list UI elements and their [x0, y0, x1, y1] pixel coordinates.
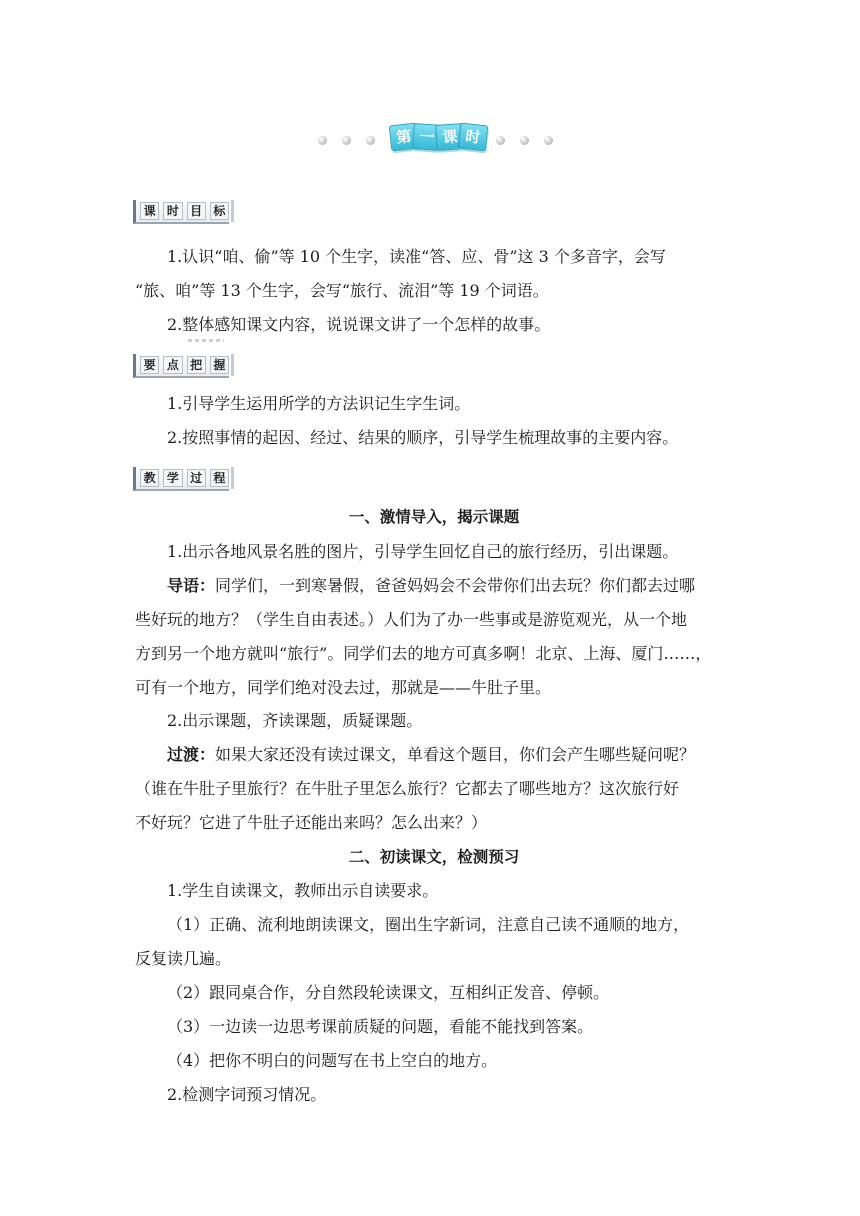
dot-icon: [544, 136, 553, 145]
key-point-2: 2.按照事情的起因、经过、结果的顺序，引导学生梳理故事的主要内容。: [167, 428, 679, 447]
dot-icon: [496, 136, 505, 145]
transition-paragraph-line-3: 不好玩？它进了牛肚子还能出来吗？怎么出来？）: [135, 813, 488, 832]
dot-icon: [520, 136, 529, 145]
section-char: 教: [140, 469, 159, 487]
section-char: 要: [140, 356, 159, 374]
part-2-step-2: 2.检测字词预习情况。: [167, 1085, 327, 1104]
section-char: 课: [140, 202, 159, 220]
section-char: 学: [163, 469, 182, 487]
intro-paragraph-line-3: 方到另一个地方就叫“旅行”。同学们去的地方可真多啊！北京、上海、厦门……，: [135, 644, 712, 663]
intro-paragraph-line-4: 可有一个地方，同学们绝对没去过，那就是——牛肚子里。: [135, 678, 552, 697]
lesson-badge: [390, 124, 484, 156]
section-label-process: [133, 467, 229, 491]
section-char: 时: [163, 202, 182, 220]
dot-icon: [366, 136, 375, 145]
section-label-key-points: [133, 354, 229, 378]
requirement-4: （4）把你不明白的问题写在书上空白的地方。: [167, 1051, 498, 1070]
section-char: 握: [210, 356, 229, 374]
goal-item-1-line-1: 1.认识“咱、偷”等 10 个生字，读准“答、应、骨”这 3 个多音字，会写: [167, 247, 666, 266]
transition-paragraph-line-1: 过渡：如果大家还没有读过课文，单看这个题目，你们会产生哪些疑问呢？: [167, 745, 696, 764]
transition-paragraph-line-2: （谁在牛肚子里旅行？在牛肚子里怎么旅行？它都去了哪些地方？这次旅行好: [135, 779, 680, 798]
goal-item-2: 2.整体感知课文内容，说说课文讲了一个怎样的故事。: [167, 315, 551, 334]
intro-paragraph-line-2: 些好玩的地方？（学生自由表述。）人们为了办一些事或是游览观光，从一个地: [135, 610, 688, 629]
lesson-header: [318, 122, 554, 158]
part-2-heading: 二、初读课文，检测预习: [348, 848, 520, 866]
badge-char: 课: [435, 123, 465, 151]
part-1-step-1: 1.出示各地风景名胜的图片，引导学生回忆自己的旅行经历，引出课题。: [167, 542, 679, 561]
transition-label: 过渡：: [167, 745, 216, 764]
badge-char: 第: [389, 123, 420, 152]
requirement-2: （2）跟同桌合作，分自然段轮读课文，互相纠正发音、停顿。: [167, 983, 610, 1002]
requirement-3: （3）一边读一边思考课前质疑的问题，看能不能找到答案。: [167, 1017, 594, 1036]
badge-char: 时: [458, 123, 489, 152]
dot-icon: [342, 136, 351, 145]
badge-char: 一: [412, 123, 442, 151]
faint-mark: [188, 339, 224, 342]
section-char: 点: [163, 356, 182, 374]
part-1-heading: 一、激情导入，揭示课题: [348, 508, 520, 526]
goal-item-1-line-2: “旅、咱”等 13 个生字，会写“旅行、流泪”等 19 个词语。: [135, 281, 549, 300]
requirement-1-line-1: （1）正确、流利地朗读课文，圈出生字新词，注意自己读不通顺的地方，: [167, 915, 690, 934]
section-label-goals: [133, 200, 229, 224]
section-char: 标: [210, 202, 229, 220]
part-1-step-2: 2.出示课题，齐读课题，质疑课题。: [167, 711, 423, 730]
section-char: 程: [210, 469, 229, 487]
intro-paragraph-line-1: 导语：同学们，一到寒暑假，爸爸妈妈会不会带你们出去玩？你们都去过哪: [167, 576, 696, 595]
section-char: 把: [187, 356, 206, 374]
part-2-step-1: 1.学生自读课文，教师出示自读要求。: [167, 881, 439, 900]
requirement-1-line-2: 反复读几遍。: [135, 949, 232, 968]
section-char: 过: [187, 469, 206, 487]
dot-icon: [318, 136, 327, 145]
intro-label: 导语：: [167, 576, 216, 595]
section-char: 目: [187, 202, 206, 220]
key-point-1: 1.引导学生运用所学的方法识记生字生词。: [167, 394, 471, 413]
